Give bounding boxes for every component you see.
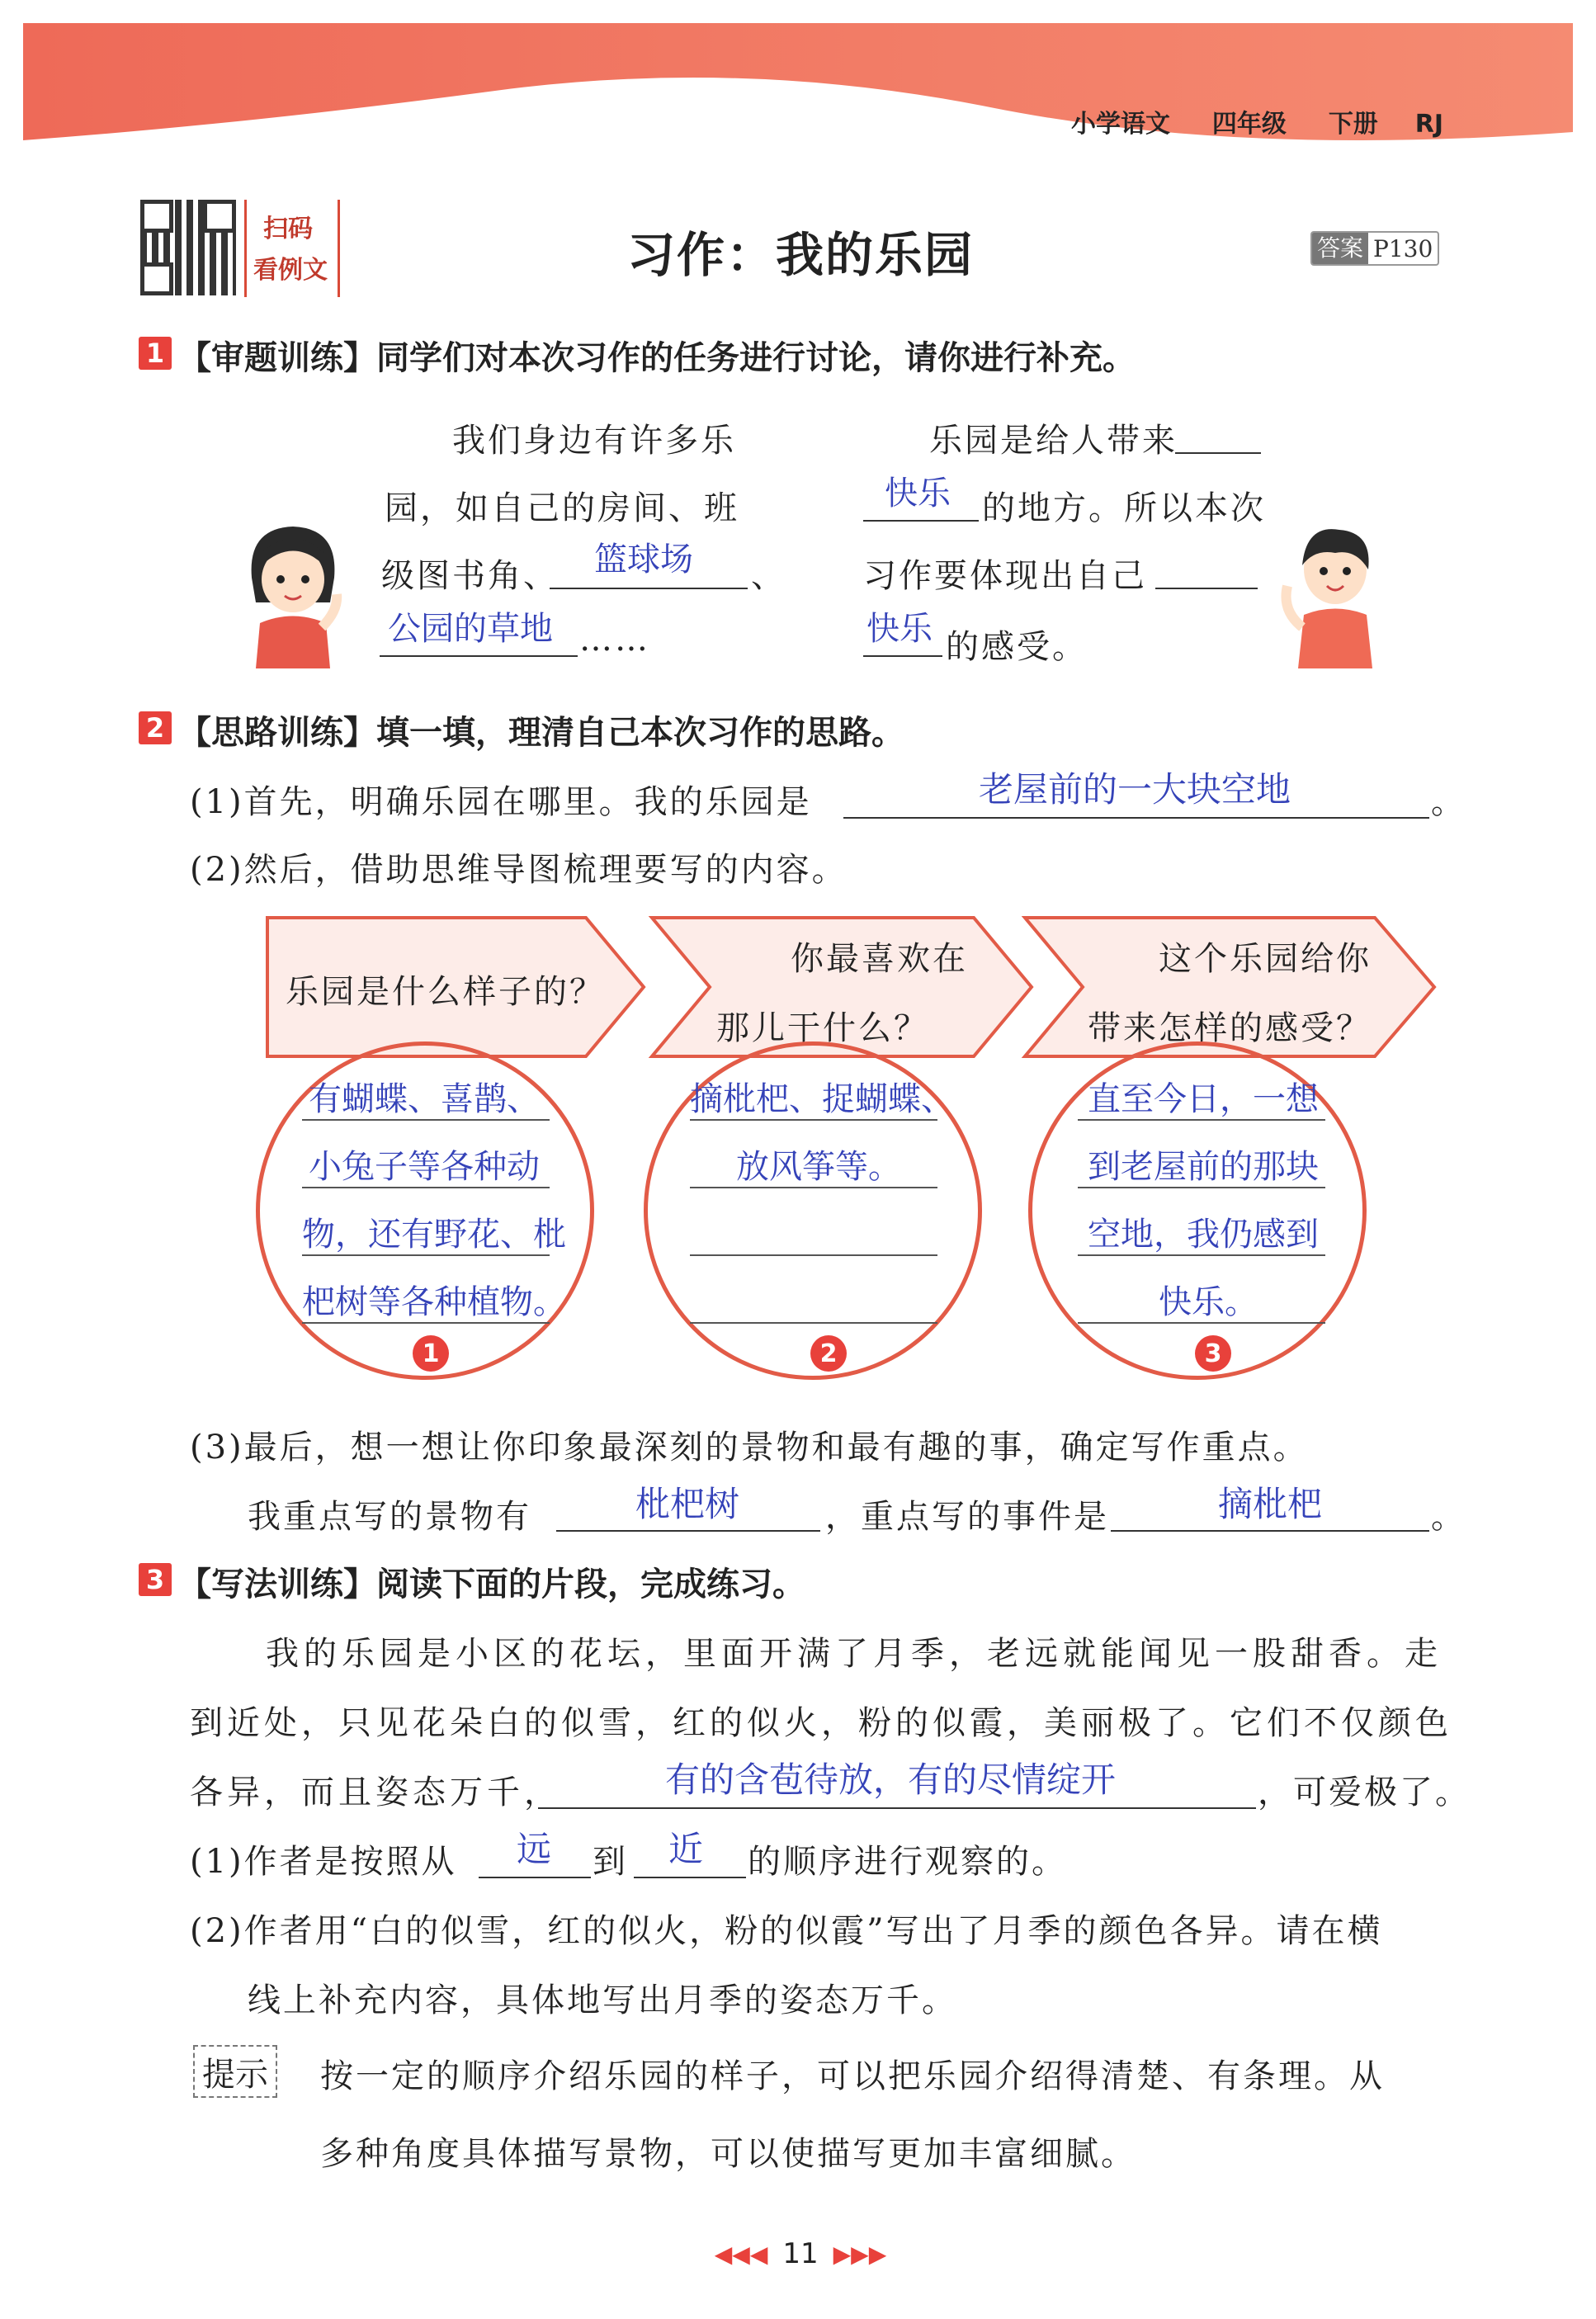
- s3-q1-answer1: 远: [517, 1830, 552, 1868]
- s3-para3-a: 各异，而且姿态万千，: [190, 1773, 561, 1811]
- s2-q1: (1)首先，明确乐园在哪里。我的乐园是: [190, 783, 812, 821]
- s1-right-line4: 的感受。: [946, 628, 1088, 666]
- c2-text1: 摘枇杷、捉蝴蝶、: [690, 1081, 954, 1117]
- s1-left-comma: 、: [751, 557, 786, 595]
- s1-left-line1: 我们身边有许多乐: [452, 422, 736, 460]
- s1-right-line3: 习作要体现出自己: [863, 557, 1147, 595]
- section2-badge: 2: [139, 711, 172, 744]
- header-banner: [0, 0, 1596, 165]
- s3-q2-line2: 线上补充内容，具体地写出月季的姿态万千。: [248, 1981, 957, 2019]
- boy-illustration: [1277, 520, 1393, 668]
- s3-q1-c: 的顺序进行观察的。: [748, 1843, 1067, 1881]
- c3-text3: 空地，我仍感到: [1088, 1216, 1319, 1253]
- s3-para1: 我的乐园是小区的花坛，里面开满了月季，老远就能闻见一股甜香。走: [266, 1635, 1443, 1673]
- c3-text2: 到老屋前的那块: [1088, 1149, 1319, 1185]
- c3-text4: 快乐。: [1159, 1284, 1258, 1320]
- s2-q3-b: ，重点写的事件是: [825, 1498, 1109, 1536]
- s1-answer3: 快乐: [885, 475, 951, 512]
- c2-line3: [690, 1254, 937, 1256]
- header-subject: 小学语文: [1071, 110, 1170, 139]
- tip-label: [193, 2045, 277, 2098]
- c1-text2: 小兔子等各种动: [309, 1149, 540, 1185]
- arrow2-text-line1: 你最喜欢在: [791, 940, 968, 978]
- page-number: 11: [782, 2237, 819, 2270]
- answer-page: P130: [1373, 234, 1433, 262]
- s2-q3-answer1: 枇杷树: [635, 1485, 740, 1523]
- next-page-icon[interactable]: ▶▶▶: [833, 2240, 887, 2268]
- s1-blank3[interactable]: [1175, 409, 1261, 454]
- section3-title: 【写法训练】阅读下面的片段，完成练习。: [178, 1566, 805, 1603]
- tip-line2: 多种角度具体描写景物，可以使描写更加丰富细腻。: [320, 2135, 1136, 2173]
- qr-label-line2: 看例文: [253, 256, 328, 285]
- c3-text1: 直至今日，一想: [1088, 1081, 1319, 1117]
- answer-label: 答案: [1312, 233, 1368, 264]
- section2-title: 【思路训练】填一填，理清自己本次习作的思路。: [178, 714, 904, 752]
- s3-q1-a: (1)作者是按照从: [190, 1843, 457, 1881]
- page-title: 习作：我的乐园: [627, 227, 975, 283]
- header-volume: 下册: [1328, 110, 1378, 139]
- s2-q2: (2)然后，借助思维导图梳理要写的内容。: [190, 851, 848, 889]
- header-info: [1071, 103, 1443, 139]
- s1-left-ellipsis: ……: [579, 621, 650, 659]
- s2-q3: (3)最后，想一想让你印象最深刻的景物和最有趣的事，确定写作重点。: [190, 1429, 1309, 1466]
- s1-blank5[interactable]: [1155, 545, 1258, 589]
- arrow2-text-line2: 那儿干什么？: [716, 1009, 929, 1047]
- answer-ref[interactable]: [1310, 231, 1439, 266]
- qr-label-line1: 扫码: [263, 215, 313, 243]
- s1-answer2: 公园的草地: [388, 611, 553, 647]
- s2-q3-a: 我重点写的景物有: [248, 1498, 531, 1536]
- s1-answer4: 快乐: [866, 611, 933, 647]
- girl-illustration: [239, 520, 347, 668]
- qr-code[interactable]: [140, 200, 236, 295]
- arrow3-text-line2: 带来怎样的感受？: [1088, 1009, 1372, 1047]
- header-grade: 四年级: [1211, 110, 1287, 139]
- qr-label: [244, 200, 340, 297]
- s1-left-line3: 级图书角、: [381, 557, 559, 595]
- c1-text4: 杷树等各种植物。: [302, 1284, 566, 1320]
- prev-page-icon[interactable]: ◀◀◀: [714, 2240, 768, 2268]
- section1-title: 【审题训练】同学们对本次习作的任务进行讨论，请你进行补充。: [178, 339, 1136, 377]
- c2-number: 2: [810, 1335, 847, 1372]
- s1-right-line1: 乐园是给人带来: [929, 422, 1178, 460]
- c1-text1: 有蝴蝶、喜鹊、: [309, 1081, 540, 1117]
- header-edition: RJ: [1414, 110, 1443, 139]
- s1-answer1: 篮球场: [594, 541, 693, 578]
- s3-para2: 到近处，只见花朵白的似雪，红的似火，粉的似霞，美丽极了。它们不仅颜色: [190, 1704, 1452, 1742]
- s3-q1-b: 到: [593, 1843, 628, 1881]
- section3-badge: 3: [139, 1563, 172, 1596]
- c1-number: 1: [413, 1335, 449, 1372]
- section1-badge: 1: [139, 337, 172, 370]
- s3-q2-line1: (2)作者用“白的似雪，红的似火，粉的似霞”写出了月季的颜色各异。请在横: [190, 1912, 1383, 1950]
- c2-line4: [690, 1322, 937, 1324]
- s2-q1-answer: 老屋前的一大块空地: [979, 770, 1291, 809]
- arrow1-text: 乐园是什么样子的？: [286, 973, 605, 1011]
- s1-left-line2: 园，如自己的房间、班: [385, 489, 739, 527]
- c2-text2: 放风筝等。: [736, 1149, 901, 1185]
- s3-q1-answer2: 近: [668, 1830, 704, 1868]
- s3-para3-b: ，可爱极了。: [1258, 1773, 1471, 1811]
- s2-q3-answer2: 摘枇杷: [1218, 1485, 1323, 1523]
- tip-label-text: 提示: [202, 2055, 268, 2094]
- s1-right-line2: 的地方。所以本次: [982, 489, 1266, 527]
- arrow3-text-line1: 这个乐园给你: [1159, 940, 1372, 978]
- s2-q3-end: 。: [1431, 1498, 1466, 1536]
- footer: [660, 2233, 941, 2274]
- s3-para3-answer: 有的含苞待放，有的尽情绽开: [665, 1760, 1117, 1799]
- tip-line1: 按一定的顺序介绍乐园的样子，可以把乐园介绍得清楚、有条理。从: [320, 2057, 1385, 2095]
- c3-number: 3: [1195, 1335, 1231, 1372]
- s2-q1-end: 。: [1431, 783, 1466, 821]
- c1-text3: 物，还有野花、枇: [302, 1216, 566, 1253]
